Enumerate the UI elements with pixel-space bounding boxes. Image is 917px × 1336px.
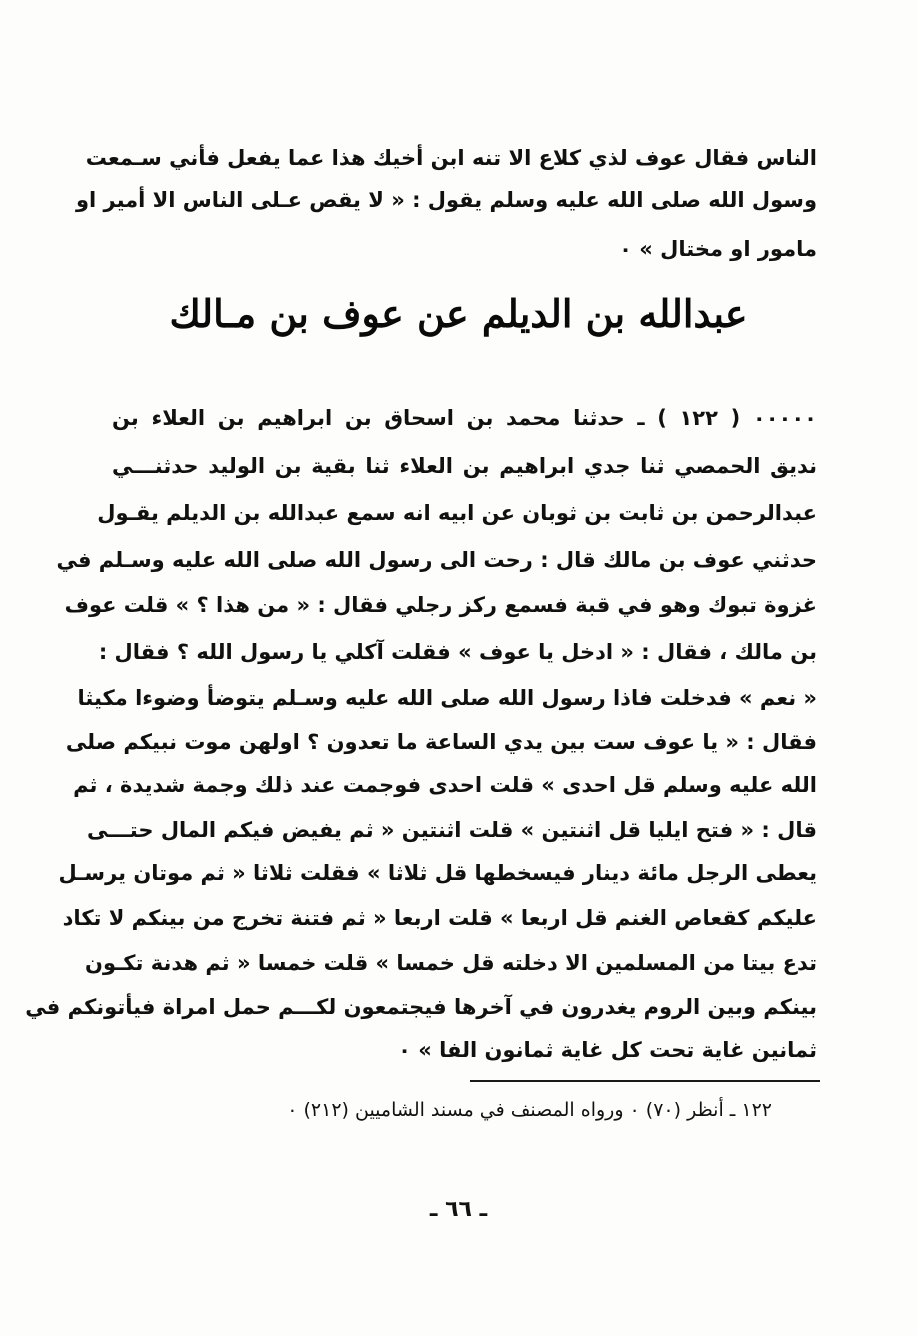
text-line: عليكم كقعاص الغنم قل اربعا » قلت اربعا « ثم فتنة تخرج من بينكم لا تكاد: [62, 906, 817, 930]
text-line: مامور او مختال » ٠: [619, 237, 817, 261]
text-line: بن مالك ، فقال : « ادخل يا عوف » فقلت آكلي يا رسول الله ؟ فقال :: [98, 640, 817, 664]
text-line: عبدالرحمن بن ثابت بن ثوبان عن ابيه انه سمع عبدالله بن الديلم يقـول: [97, 501, 817, 525]
text-line: غزوة تبوك وهو في قبة فسمع ركز رجلي فقال : « من هذا ؟ » قلت عوف: [64, 593, 817, 617]
text-line: تدع بيتا من المسلمين الا دخلته قل خمسا » قلت خمسا « ثم هدنة تكـون: [85, 951, 817, 975]
text-line: ثمانين غاية تحت كل غاية ثمانون الفا » ٠: [398, 1038, 817, 1062]
text-line: « نعم » فدخلت فاذا رسول الله صلى الله عليه وسـلم يتوضأ وضوءا مكيثا: [77, 686, 817, 710]
text-line: قال : « فتح ايليا قل اثنتين » قلت اثنتين « ثم يفيض فيكم المال حتـــى: [87, 818, 817, 842]
text-line: الله عليه وسلم قل احدى » قلت احدى فوجمت عند ذلك وجمة شديدة ، ثم: [73, 773, 817, 797]
footnote: ١٢٢ ـ أنظر (٧٠) ٠ ورواه المصنف في مسند الشاميين (٢١٢) ٠: [287, 1099, 772, 1121]
text-line: ٠٠٠٠٠ ( ١٢٢ ) ـ حدثنا محمد بن اسحاق بن ابراهيم بن العلاء بن: [112, 406, 817, 430]
text-line: بينكم وبين الروم يغدرون في آخرها فيجتمعون لكـــم حمل امراة فيأتونكم في: [25, 995, 817, 1019]
text-line: نديق الحمصي ثنا جدي ابراهيم بن العلاء ثنا بقية بن الوليد حدثنـــي: [112, 454, 817, 478]
footnote-divider: [470, 1080, 820, 1082]
text-line: وسول الله صلى الله عليه وسلم يقول : « لا يقص عـلى الناس الا أمير او: [75, 188, 817, 212]
text-line: يعطى الرجل مائة دينار فيسخطها قل ثلاثا » فقلت ثلاثا « ثم موتان يرسـل: [58, 861, 817, 885]
page-number: ـ ٦٦ ـ: [429, 1197, 488, 1222]
text-line: حدثني عوف بن مالك قال : رحت الى رسول الله صلى الله عليه وسـلم في: [56, 548, 817, 572]
text-line: الناس فقال عوف لذي كلاع الا تنه ابن أخيك هذا عما يفعل فأني سـمعت: [85, 146, 817, 170]
section-heading: عبدالله بن الديلم عن عوف بن مـالك: [169, 291, 748, 336]
text-line: فقال : « يا عوف ست بين يدي الساعة ما تعدون ؟ اولهن موت نبيكم صلى: [65, 730, 817, 754]
